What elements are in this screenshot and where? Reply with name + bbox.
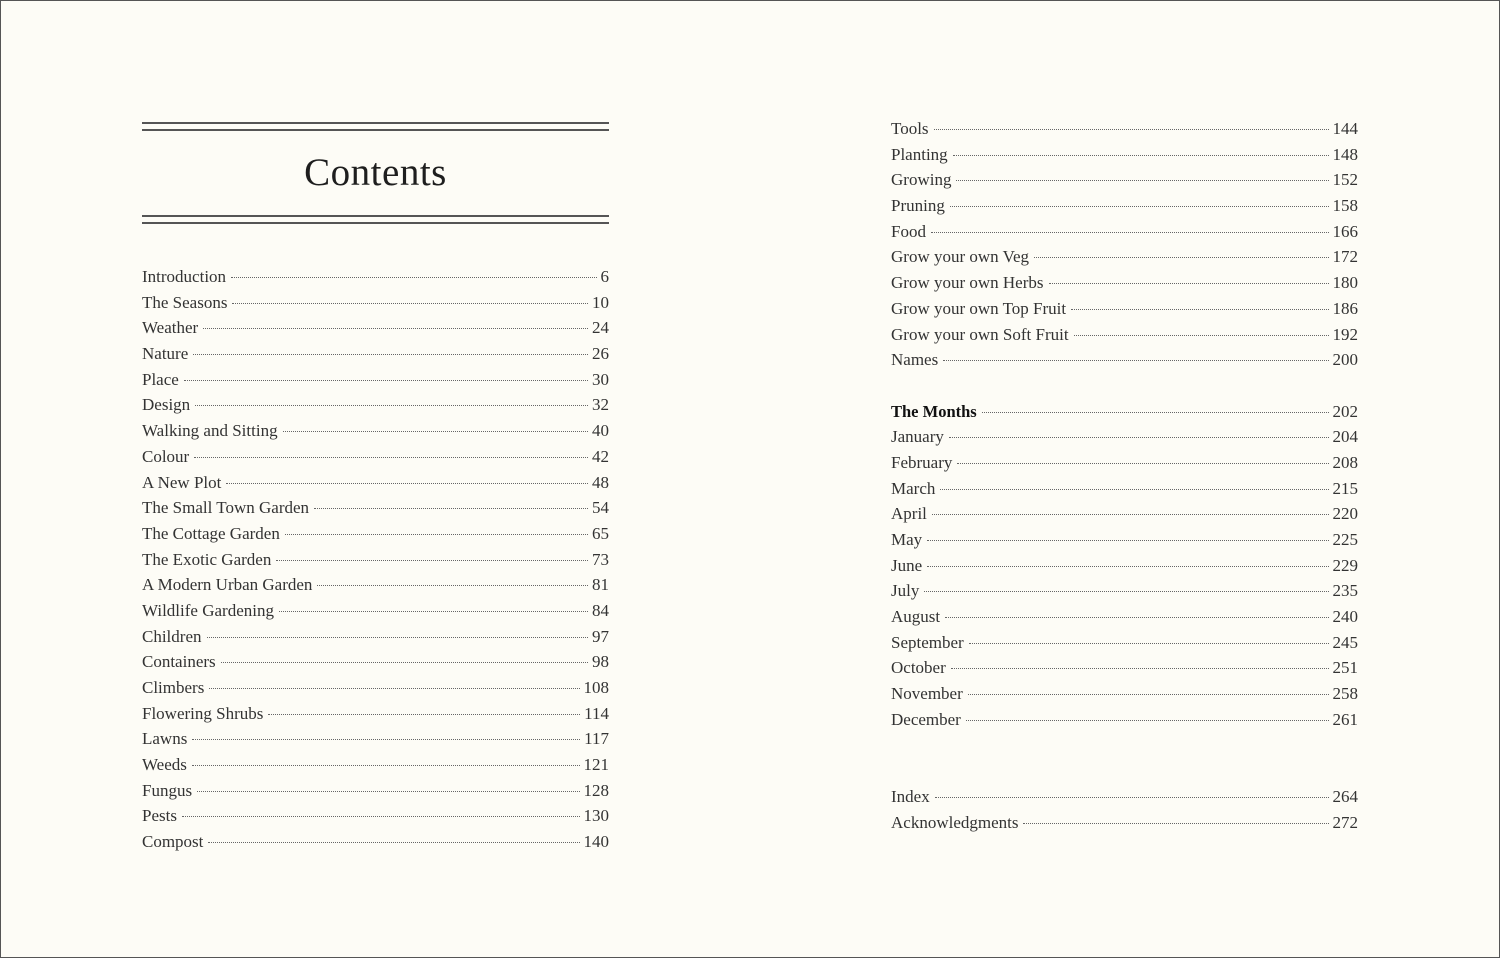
toc-entry <box>891 707 1358 733</box>
dot-leader <box>283 431 588 432</box>
toc-entry-label: Wildlife Gardening <box>142 600 274 620</box>
toc-entry <box>142 649 609 675</box>
toc-entry-label: The Small Town Garden <box>142 498 310 518</box>
toc-entry-label: Nature <box>142 344 189 364</box>
toc-entry-page-number: 180 <box>1332 273 1358 293</box>
toc-entry-label: Children <box>142 626 202 646</box>
dot-leader <box>932 514 1329 515</box>
toc-entry <box>142 752 609 778</box>
toc-entry-label: A Modern Urban Garden <box>142 575 313 595</box>
toc-entry-page-number: 26 <box>592 344 609 364</box>
toc-entry <box>142 392 609 418</box>
toc-entry <box>142 444 609 470</box>
dot-leader <box>209 688 579 689</box>
toc-entry-page-number: 272 <box>1332 812 1358 832</box>
dot-leader <box>968 694 1329 695</box>
toc-entry-label: October <box>891 658 946 678</box>
contents-right-column <box>891 116 1358 835</box>
dot-leader <box>957 463 1328 464</box>
toc-entry <box>891 553 1358 579</box>
dot-leader <box>949 437 1329 438</box>
toc-entry-label: Design <box>142 395 191 415</box>
toc-entry <box>142 264 609 290</box>
toc-entry <box>891 655 1358 681</box>
toc-entry-page-number: 42 <box>592 446 609 466</box>
toc-entry-label: March <box>891 478 936 498</box>
toc-entry-label: June <box>891 555 923 575</box>
toc-entry <box>891 270 1358 296</box>
toc-entry-label: Planting <box>891 144 948 164</box>
dot-leader <box>1034 257 1328 258</box>
toc-entry-label: Place <box>142 369 179 389</box>
dot-leader <box>195 405 588 406</box>
dot-leader <box>279 611 588 612</box>
toc-entry-page-number: 24 <box>592 318 609 338</box>
toc-entry-label: Weather <box>142 318 199 338</box>
toc-entry-page-number: 208 <box>1332 452 1358 472</box>
toc-entry-page-number: 30 <box>592 369 609 389</box>
toc-entry <box>891 450 1358 476</box>
toc-entry-page-number: 152 <box>1332 170 1358 190</box>
toc-entry-label: December <box>891 709 961 729</box>
toc-entry-page-number: 140 <box>583 832 609 852</box>
toc-entry <box>891 193 1358 219</box>
toc-entry-page-number: 114 <box>584 703 609 723</box>
toc-entry <box>891 784 1358 810</box>
toc-entry <box>142 624 609 650</box>
toc-entry-label: Growing <box>891 170 952 190</box>
dot-leader <box>193 354 588 355</box>
toc-entry-label: Grow your own Soft Fruit <box>891 324 1069 344</box>
toc-entry <box>142 675 609 701</box>
toc-entry-label: A New Plot <box>142 472 222 492</box>
toc-entry <box>142 470 609 496</box>
toc-entry-page-number: 261 <box>1332 709 1358 729</box>
page-title: Contents <box>304 151 447 194</box>
toc-entry-label: The Months <box>891 401 977 421</box>
toc-entry-label: July <box>891 581 920 601</box>
title-top-rule <box>142 122 609 131</box>
dot-leader <box>192 739 580 740</box>
toc-entry <box>142 521 609 547</box>
dot-leader <box>276 560 588 561</box>
toc-entry-label: Food <box>891 221 926 241</box>
toc-entry-page-number: 202 <box>1332 401 1358 421</box>
toc-entry-page-number: 81 <box>592 575 609 595</box>
dot-leader <box>935 797 1329 798</box>
toc-entry-page-number: 98 <box>592 652 609 672</box>
toc-entry-label: Flowering Shrubs <box>142 703 264 723</box>
toc-entry <box>142 315 609 341</box>
dot-leader <box>208 842 579 843</box>
toc-entry-label: May <box>891 530 923 549</box>
dot-leader <box>956 180 1328 181</box>
toc-entry <box>891 578 1358 604</box>
toc-entry-page-number: 108 <box>583 678 609 697</box>
toc-entry-page-number: 235 <box>1332 581 1358 601</box>
toc-entry-page-number: 32 <box>592 395 609 415</box>
toc-entry-label: Names <box>891 350 939 370</box>
dot-leader <box>285 534 588 535</box>
toc-entry <box>891 810 1358 836</box>
toc-entry <box>891 219 1358 245</box>
dot-leader <box>924 591 1328 592</box>
toc-entry-page-number: 240 <box>1332 607 1358 627</box>
toc-entry-label: The Seasons <box>142 292 228 312</box>
toc-entry-label: Tools <box>891 119 929 138</box>
toc-entry-page-number: 200 <box>1332 350 1358 370</box>
toc-entry-page-number: 144 <box>1332 119 1358 138</box>
toc-entry <box>142 290 609 316</box>
contents-left-column <box>142 122 609 855</box>
toc-entry-page-number: 84 <box>592 600 609 620</box>
toc-entry-label: Lawns <box>142 729 188 749</box>
dot-leader <box>966 720 1329 721</box>
toc-entry-label: Grow your own Veg <box>891 247 1030 267</box>
toc-entry <box>142 803 609 829</box>
toc-entry-label: Introduction <box>142 267 227 286</box>
toc-entry-page-number: 172 <box>1332 247 1358 267</box>
toc-entry-page-number: 258 <box>1332 684 1358 704</box>
dot-leader <box>197 791 579 792</box>
toc-entry <box>891 142 1358 168</box>
toc-entry-label: The Exotic Garden <box>142 549 272 569</box>
toc-entry-page-number: 229 <box>1332 555 1358 575</box>
dot-leader <box>231 277 596 278</box>
dot-leader <box>940 489 1328 490</box>
toc-entry <box>891 244 1358 270</box>
dot-leader <box>1074 335 1329 336</box>
toc-entry-label: The Cottage Garden <box>142 523 280 543</box>
toc-entry-label: Walking and Sitting <box>142 421 278 441</box>
toc-entry-page-number: 264 <box>1332 786 1358 806</box>
dot-leader <box>232 303 588 304</box>
toc-entry-label: Climbers <box>142 678 205 697</box>
toc-entry-page-number: 186 <box>1332 298 1358 318</box>
toc-entry-label: Containers <box>142 652 216 672</box>
toc-entry <box>142 778 609 804</box>
toc-entry-page-number: 215 <box>1332 478 1358 498</box>
toc-entry <box>142 418 609 444</box>
right-toc-list-chapters <box>891 116 1358 373</box>
toc-entry-page-number: 204 <box>1332 427 1358 447</box>
title-bottom-rule <box>142 215 609 224</box>
toc-entry-page-number: 245 <box>1332 632 1358 652</box>
dot-leader <box>203 328 588 329</box>
dot-leader <box>184 380 588 381</box>
toc-entry-page-number: 65 <box>592 523 609 543</box>
section-spacer <box>891 373 1358 399</box>
toc-entry <box>891 167 1358 193</box>
dot-leader <box>943 360 1328 361</box>
toc-entry <box>142 341 609 367</box>
dot-leader <box>945 617 1328 618</box>
toc-entry-label: Colour <box>142 446 190 466</box>
toc-entry <box>142 829 609 855</box>
toc-entry-page-number: 40 <box>592 421 609 441</box>
toc-entry-label: Acknowledgments <box>891 812 1019 832</box>
toc-entry-page-number: 117 <box>584 729 609 749</box>
toc-entry <box>142 701 609 727</box>
dot-leader <box>927 540 1328 541</box>
dot-leader <box>934 129 1329 130</box>
dot-leader <box>927 566 1328 567</box>
toc-entry <box>891 604 1358 630</box>
toc-entry <box>142 547 609 573</box>
dot-leader <box>182 816 580 817</box>
toc-entry-label: Fungus <box>142 780 193 800</box>
toc-entry-page-number: 10 <box>592 292 609 312</box>
toc-entry-label: Weeds <box>142 755 187 775</box>
toc-entry-page-number: 73 <box>592 549 609 569</box>
toc-entry <box>891 424 1358 450</box>
toc-entry-label: Pests <box>142 806 177 826</box>
toc-entry-page-number: 158 <box>1332 196 1358 216</box>
right-toc-list-backmatter <box>891 784 1358 835</box>
toc-entry-page-number: 128 <box>583 780 609 800</box>
toc-entry <box>891 681 1358 707</box>
toc-entry-label: September <box>891 632 964 652</box>
dot-leader <box>1049 283 1329 284</box>
toc-entry <box>891 630 1358 656</box>
toc-entry-page-number: 192 <box>1332 324 1358 344</box>
dot-leader <box>314 508 588 509</box>
toc-entry <box>891 322 1358 348</box>
dot-leader <box>317 585 588 586</box>
toc-entry-page-number: 251 <box>1332 658 1358 678</box>
toc-entry-label: Pruning <box>891 196 945 216</box>
toc-entry-page-number: 48 <box>592 472 609 492</box>
dot-leader <box>207 637 589 638</box>
toc-entry-label: November <box>891 684 963 704</box>
toc-entry-page-number: 97 <box>592 626 609 646</box>
left-toc-list <box>142 264 609 855</box>
toc-entry <box>142 367 609 393</box>
title-block <box>142 122 609 224</box>
toc-entry <box>891 399 1358 425</box>
dot-leader <box>192 765 580 766</box>
toc-entry <box>142 598 609 624</box>
toc-entry <box>142 726 609 752</box>
toc-entry-label: Index <box>891 786 930 806</box>
dot-leader <box>221 662 588 663</box>
section-spacer <box>891 733 1358 784</box>
dot-leader <box>950 206 1329 207</box>
toc-entry-label: August <box>891 607 941 627</box>
right-toc-list-months <box>891 399 1358 733</box>
toc-entry-label: Grow your own Herbs <box>891 273 1044 293</box>
toc-entry-page-number: 54 <box>592 498 609 518</box>
toc-entry-label: April <box>891 504 927 524</box>
dot-leader <box>194 457 588 458</box>
toc-entry <box>891 501 1358 527</box>
toc-entry-page-number: 225 <box>1332 530 1358 549</box>
toc-entry-label: Compost <box>142 832 204 852</box>
dot-leader <box>969 643 1329 644</box>
toc-entry <box>891 476 1358 502</box>
toc-entry <box>891 347 1358 373</box>
toc-entry-page-number: 148 <box>1332 144 1358 164</box>
toc-entry-label: January <box>891 427 944 447</box>
dot-leader <box>982 412 1329 413</box>
dot-leader <box>268 714 580 715</box>
toc-entry-label: Grow your own Top Fruit <box>891 298 1067 318</box>
toc-entry-page-number: 130 <box>583 806 609 826</box>
dot-leader <box>1023 823 1328 824</box>
dot-leader <box>953 155 1329 156</box>
toc-entry <box>142 495 609 521</box>
dot-leader <box>1071 309 1328 310</box>
toc-entry <box>891 296 1358 322</box>
toc-entry <box>142 572 609 598</box>
toc-entry-page-number: 220 <box>1332 504 1358 524</box>
toc-entry-label: February <box>891 452 953 472</box>
toc-entry-page-number: 6 <box>600 267 609 286</box>
toc-entry-page-number: 166 <box>1332 221 1358 241</box>
toc-entry <box>891 527 1358 553</box>
dot-leader <box>951 668 1329 669</box>
dot-leader <box>931 232 1329 233</box>
toc-entry <box>891 116 1358 142</box>
toc-entry-page-number: 121 <box>583 755 609 775</box>
dot-leader <box>226 483 588 484</box>
